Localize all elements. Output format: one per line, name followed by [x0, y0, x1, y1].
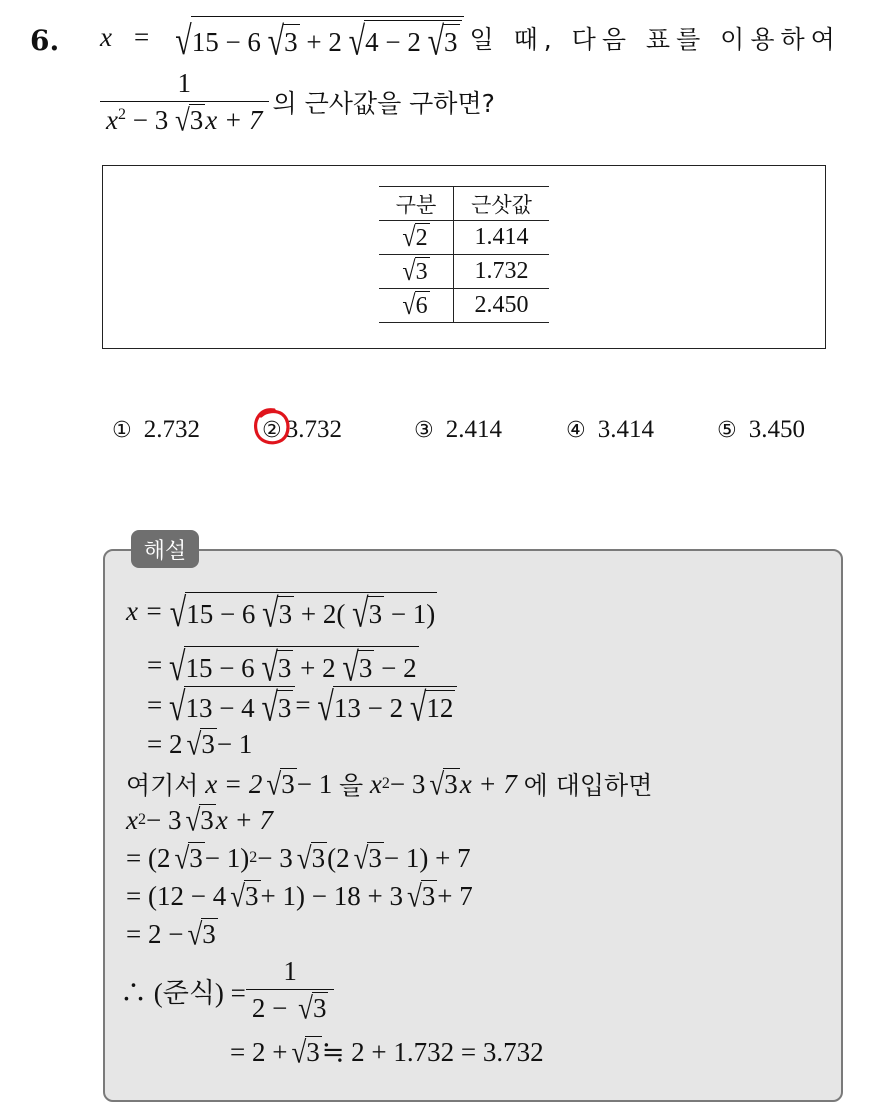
radicand: 3 — [200, 805, 214, 835]
table-cell-value: 1.414 — [474, 224, 529, 250]
sol-part: + 2( — [294, 599, 346, 629]
radicand: 3 — [415, 259, 428, 285]
question-line-1 — [100, 16, 841, 64]
table-cell-value: 2.450 — [474, 292, 529, 318]
sol-part: 13 − 2 — [333, 693, 404, 723]
sol-part: = 2 − — [126, 918, 184, 949]
radicand: 3 — [189, 843, 203, 873]
sol-part: = — [295, 690, 311, 720]
sol-part: + 1) − 18 + 3 — [260, 880, 403, 911]
radicand: 6 — [415, 293, 428, 319]
sol-part: ≒ 2 + 1.732 = 3.732 — [321, 1036, 544, 1067]
sol-part: = 2 — [147, 728, 183, 759]
sol-part: ∴ (준식) = — [120, 977, 246, 1008]
solution-line-6: x 2 − 3 √3 x + 7 — [126, 802, 274, 838]
sol-part: − 1) — [204, 842, 250, 873]
radicand: 3 — [202, 919, 216, 949]
table-cell-root: √6 — [379, 289, 454, 323]
radicand: 3 — [421, 881, 436, 911]
sol-part: 13 − 4 — [185, 693, 255, 723]
header-category: 구분 — [379, 187, 454, 221]
sol-part: x — [369, 768, 382, 799]
radicand: 3 — [201, 729, 215, 759]
choice-value: 3.414 — [597, 416, 654, 443]
sol-part: − 2 — [374, 653, 417, 683]
radicand: 3 — [277, 690, 294, 724]
variable-x: x — [100, 22, 112, 52]
question-text-1: 일 때, 다음 표를 이용하여 — [469, 24, 841, 54]
choice-value: 2.414 — [445, 416, 502, 443]
sol-text: 을 — [338, 771, 364, 800]
sol-part: = — [147, 650, 163, 680]
sol-part: − 3 — [257, 842, 293, 873]
expr-part: + 2 — [299, 27, 342, 57]
sol-part: x + 7 — [459, 768, 517, 799]
solution-line-10 — [120, 956, 334, 1024]
radicand: 3 — [312, 993, 327, 1023]
solution-fraction — [246, 956, 335, 1024]
sol-exp: 2 — [381, 775, 390, 792]
radicand: 3 — [358, 650, 375, 684]
fraction-denominator: 2 − √3 — [251, 990, 327, 1026]
sol-exp: 2 — [137, 811, 146, 828]
choice-number: ① — [112, 417, 132, 443]
radicand: 3 — [444, 769, 458, 799]
sol-part: + 2 — [293, 653, 336, 683]
header-value: 근삿값 — [471, 192, 532, 217]
table-cell-root: √3 — [379, 255, 454, 289]
radicand: 2 — [415, 225, 428, 251]
choice-value: 3.450 — [748, 416, 805, 443]
solution-badge: 해설 — [131, 530, 199, 568]
table-header-row — [379, 187, 549, 221]
radicand: 3 — [368, 843, 382, 873]
table-cell-value: 1.732 — [474, 258, 529, 284]
question-number: 6. — [30, 24, 60, 57]
sol-part: − 3 — [389, 768, 426, 799]
sol-part: + 7 — [437, 880, 473, 911]
question-line-2 — [100, 68, 495, 136]
den-x: x — [106, 105, 118, 135]
reference-table-box — [102, 165, 826, 349]
sol-part: x — [126, 804, 138, 835]
solution-line-11: = 2 + √3 ≒ 2 + 1.732 = 3.732 — [230, 1034, 544, 1070]
choice-value: 3.732 — [285, 416, 342, 443]
sol-text: 에 대입하면 — [523, 771, 653, 800]
sol-part: − 1 — [296, 768, 333, 799]
equals-sign: = — [133, 22, 150, 52]
sol-part: (2 — [327, 842, 350, 873]
solution-line-3: = √13 − 4 √3 = √13 − 2 √12 — [147, 686, 457, 725]
fraction-denominator: $x^2 - 3$ √3x + 7 — [106, 102, 263, 138]
sol-part: = — [147, 690, 163, 720]
expr-part: 4 − 2 — [365, 27, 421, 57]
choice-number: ④ — [566, 417, 586, 443]
choice-number: ③ — [414, 417, 434, 443]
radicand: 3 — [277, 650, 294, 684]
sol-part: = (12 − 4 — [126, 880, 227, 911]
sol-part: = (2 — [126, 842, 171, 873]
sol-part: x = 2 — [205, 768, 263, 799]
den-exp: 2 — [117, 106, 126, 123]
sol-part: − 1 — [216, 728, 253, 759]
table-row — [379, 221, 549, 255]
solution-line-4: = 2 √3 − 1 — [147, 726, 253, 762]
choice-4[interactable] — [566, 416, 654, 444]
expr-part: 15 − 6 — [191, 27, 261, 57]
choice-1[interactable] — [112, 416, 200, 444]
table-cell-root: √2 — [379, 221, 454, 255]
fraction-numerator: 1 — [177, 68, 191, 98]
solution-line-7: = (2 √3 − 1) 2 − 3 √3 (2 √3 − 1) + 7 — [126, 840, 471, 876]
sol-part: − 1) — [384, 599, 436, 629]
answer-circle-mark — [252, 406, 292, 448]
solution-line-2: = √15 − 6 √3 + 2 √3 − 2 — [147, 645, 417, 690]
sol-part: − 3 — [145, 804, 182, 835]
sol-part: 15 − 6 — [185, 653, 255, 683]
solution-line-9: = 2 − √3 — [126, 916, 216, 952]
radicand: 3 — [443, 24, 460, 58]
choice-value: 2.732 — [143, 416, 200, 443]
den-part: x + 7 — [205, 105, 263, 135]
radicand: 3 — [311, 843, 326, 873]
question-fraction — [100, 68, 269, 136]
choice-3[interactable] — [414, 416, 502, 444]
question-text-2: 의 근사값을 구하면? — [272, 89, 495, 118]
sol-text: 여기서 — [126, 771, 199, 800]
sol-part: 15 − 6 — [186, 599, 256, 629]
solution-line-8: = (12 − 4 √3 + 1) − 18 + 3 √3 + 7 — [126, 878, 473, 914]
table-row — [379, 255, 549, 289]
outer-sqrt: √15 − 6 √3 + 2 √4 − 2 √3 — [175, 16, 463, 59]
sol-part: x = — [126, 596, 163, 626]
sol-part: = 2 + — [230, 1036, 288, 1067]
den-part: − 3 — [125, 105, 169, 135]
radicand: 3 — [245, 881, 259, 911]
radicand: 3 — [278, 596, 295, 630]
radicand: 3 — [306, 1037, 320, 1067]
choice-number: ② — [262, 417, 282, 443]
sol-part: 2 − — [251, 993, 295, 1023]
choice-5[interactable] — [717, 416, 805, 444]
table-row — [379, 289, 549, 323]
radicand: 3 — [283, 24, 300, 58]
radicand: 3 — [368, 596, 385, 630]
choice-number: ⑤ — [717, 417, 737, 443]
sol-part: − 1) + 7 — [383, 842, 471, 873]
sol-exp: 2 — [249, 849, 258, 866]
solution-line-1: x = √15 − 6 √3 + 2( √3 − 1) — [126, 591, 436, 636]
radicand: 3 — [281, 769, 295, 799]
solution-line-5: 여기서 x = 2 √3 − 1 을 x 2 − 3 √3 x + 7 에 대입하면 — [126, 766, 653, 802]
radicand: 3 — [189, 105, 204, 135]
radicand: 12 — [425, 690, 455, 724]
reference-table — [379, 186, 549, 323]
fraction-numerator: 1 — [283, 956, 297, 986]
sol-part: x + 7 — [215, 804, 274, 835]
